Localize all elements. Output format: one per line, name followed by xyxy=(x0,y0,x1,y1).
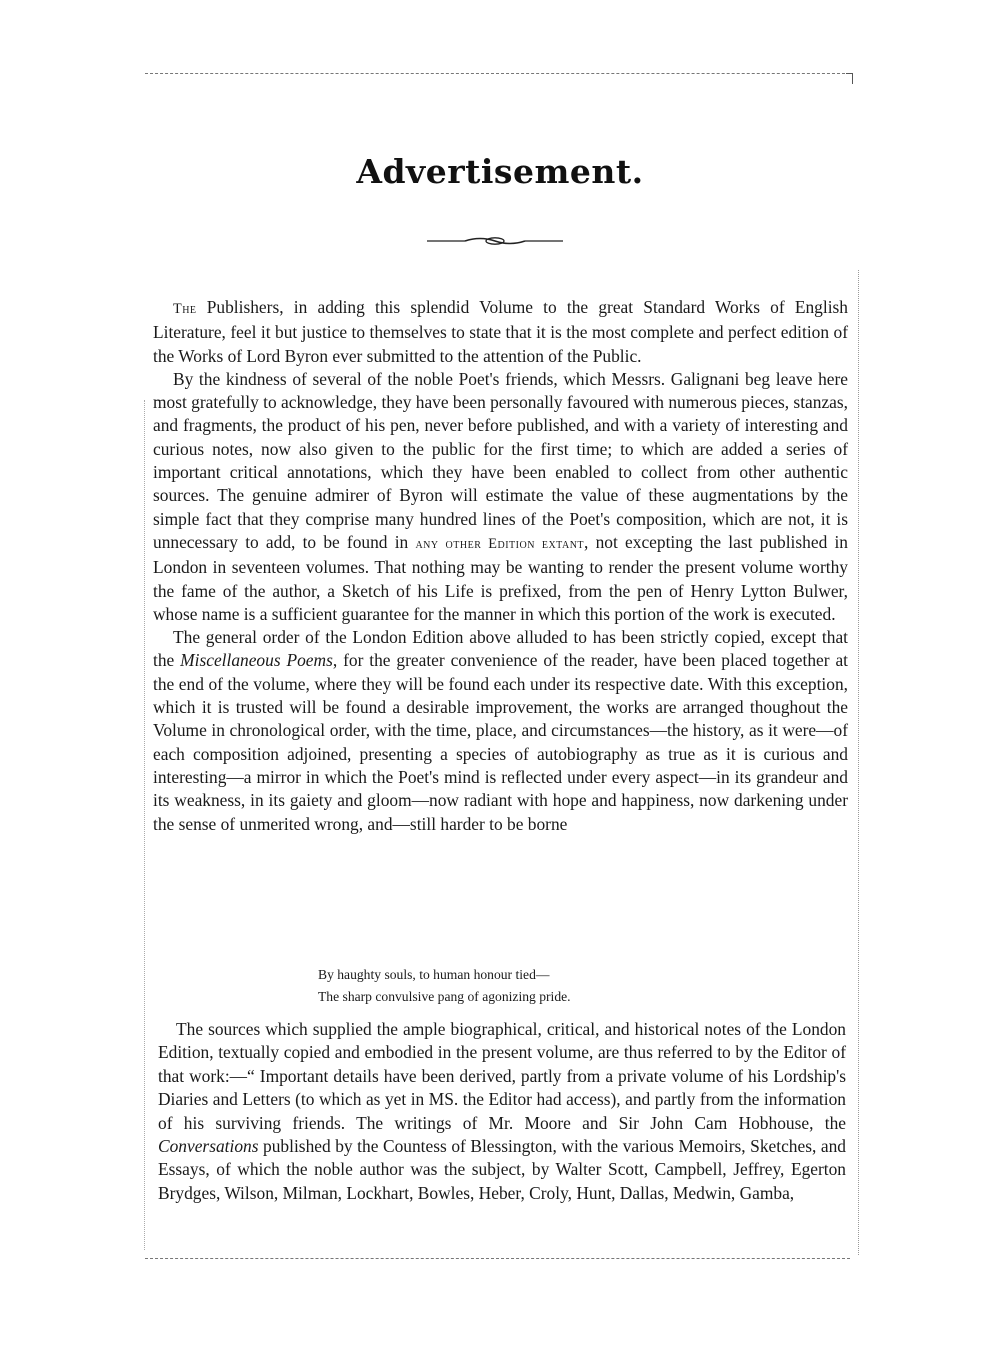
body-text xyxy=(153,296,848,836)
right-margin-trace xyxy=(858,270,859,1255)
page-title: Advertisement. xyxy=(356,152,644,191)
paragraph-publishers xyxy=(153,296,848,368)
bottom-page-rule xyxy=(145,1258,850,1259)
italic-title: Conversations xyxy=(158,1136,259,1157)
paragraph-text: , not excepting the last published in London in seventeen volumes. That nothing may be wanting to render the present volume worthy the fame of the author, a Sketch of his Life is prefixed, from the pen of Henry Lytton Bulwer, whose name is a sufficient guarantee for the manner in which this portion of the work is executed. xyxy=(153,531,848,624)
quote-line: By haughty souls, to human honour tied— xyxy=(318,967,550,982)
top-page-rule xyxy=(145,73,845,74)
small-caps-emphasis: any other Edition extant xyxy=(415,535,585,552)
paragraph-text: published by the Countess of Blessington, with the various Memoirs, Sketches, and Essays, of which the noble author was the subject, by Walter Scott, Campbell, Jeffrey, Egerton Brydges, Wilson, Milman, Lockhart, Bowles, Heber, Croly, Hunt, Dallas, Medwin, Gamba, xyxy=(158,1136,846,1203)
paragraph-kindness xyxy=(153,368,848,626)
paragraph-general-order xyxy=(153,626,848,836)
paragraph-text: , for the greater convenience of the reader, have been placed together at the end of the volume, where they will be found each under its respective date. With this exception, which it is trusted will be found a desirable improvement, the works are arranged thoughout the Volume in chronological order, with the time, place, and circumstances—the history, as it were—of each composition adjoined, presenting a species of autobiography as true as it is curious and interesting—a mirror in which the Poet's mind is reflected under every aspect—in its grandeur and its weakness, in its gaiety and gloom—now radiant with hope and happiness, now darkening under the sense of unmerited wrong, and—still harder to be borne xyxy=(153,650,849,834)
italic-title: Miscellaneous Poems xyxy=(180,650,333,671)
paragraph-text: By the kindness of several of the noble Poet's friends, which Messrs. Galignani beg leave here most gratefully to acknowledge, they have been personally favoured with numerous pieces, stanzas, and fragments, the product of his pen, never before published, and with a variety of interesting and curious notes, now also given to the public for the first time; to which are added a series of important critical annotations, which they have been enabled to collect from other authentic sources. The genuine admirer of Byron will estimate the value of these augmentations by the simple fact that they comprise many hundred lines of the Poet's composition, which are not, it is unnecessary to add, to be found in xyxy=(153,368,848,552)
lead-word: The xyxy=(173,301,197,317)
paragraph-text: The general order of the London Edition above alluded to has been strictly copied, except that the xyxy=(153,627,848,671)
closing-text xyxy=(158,1018,846,1205)
paragraph-text: Publishers, in adding this splendid Volume to the great Standard Works of English Literature, feel it but justice to themselves to state that it is the most complete and perfect edition of the Works of Lord Byron ever submitted to the attention of the Public. xyxy=(153,297,848,366)
paragraph-text: The sources which supplied the ample biographical, critical, and historical notes of the London Edition, textually copied and embodied in the present volume, are thus referred to by the Editor of that work:—“ Important details have been derived, partly from a private volume of his Lordship's Diaries and Letters (to which as yet in MS. the Editor had access), and partly from the information of his surviving friends. The writings of Mr. Moore and Sir John Cam Hobhouse, the xyxy=(158,1019,846,1133)
top-corner-mark xyxy=(846,73,853,84)
paragraph-sources xyxy=(158,1018,846,1205)
left-margin-trace xyxy=(144,400,145,1250)
quote-line: The sharp convulsive pang of agonizing pride. xyxy=(318,989,571,1004)
title-ornament-icon xyxy=(425,234,565,248)
verse-quote xyxy=(318,964,718,1008)
